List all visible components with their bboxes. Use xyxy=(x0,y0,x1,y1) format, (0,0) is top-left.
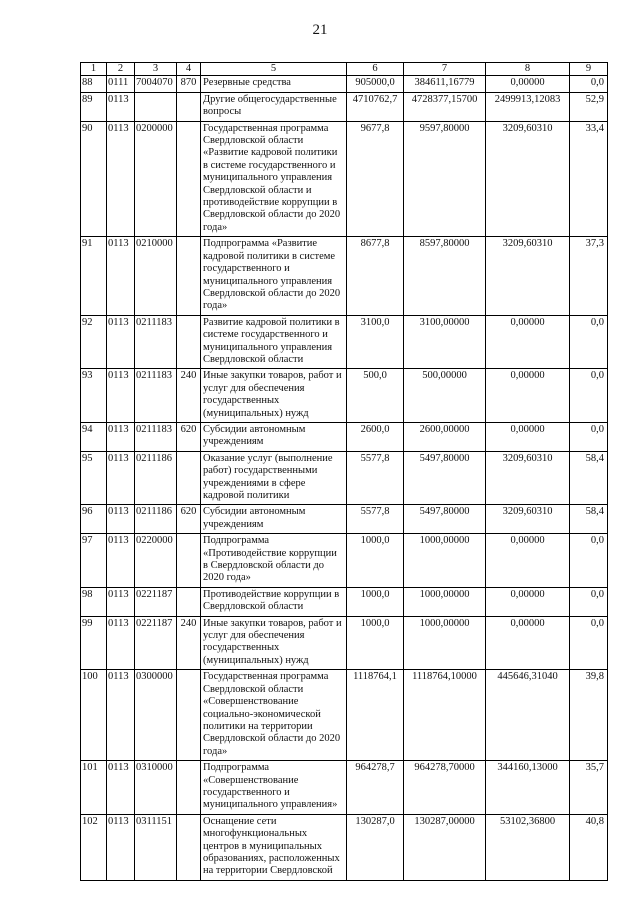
adjusted-amount: 4728377,15700 xyxy=(404,92,486,121)
adjusted-amount: 5497,80000 xyxy=(404,505,486,534)
executed-amount: 0,00000 xyxy=(486,616,570,670)
planned-amount: 2600,0 xyxy=(347,422,404,451)
section-code: 0113 xyxy=(107,761,135,815)
item-name: Оснащение сети многофункциональных центров в муниципальных образованиях, расположенных на территории Свердловской xyxy=(201,814,347,880)
section-code: 0113 xyxy=(107,616,135,670)
table-header xyxy=(81,63,608,76)
section-code: 0113 xyxy=(107,505,135,534)
row-number: 98 xyxy=(81,587,107,616)
expense-type-code xyxy=(177,587,201,616)
table-row xyxy=(81,616,608,670)
expense-type-code xyxy=(177,92,201,121)
table-row xyxy=(81,587,608,616)
table-row xyxy=(81,76,608,92)
column-header: 2 xyxy=(107,63,135,76)
execution-percent: 0,0 xyxy=(570,587,608,616)
row-number: 100 xyxy=(81,670,107,761)
expense-type-code xyxy=(177,670,201,761)
target-article-code: 0211183 xyxy=(135,315,177,369)
item-name: Резервные средства xyxy=(201,76,347,92)
execution-percent: 0,0 xyxy=(570,315,608,369)
expense-type-code xyxy=(177,237,201,315)
planned-amount: 964278,7 xyxy=(347,761,404,815)
execution-percent: 0,0 xyxy=(570,76,608,92)
adjusted-amount: 5497,80000 xyxy=(404,451,486,505)
target-article-code xyxy=(135,92,177,121)
adjusted-amount: 1000,00000 xyxy=(404,534,486,588)
executed-amount: 445646,31040 xyxy=(486,670,570,761)
item-name: Противодействие коррупции в Свердловской области xyxy=(201,587,347,616)
planned-amount: 5577,8 xyxy=(347,505,404,534)
executed-amount: 0,00000 xyxy=(486,76,570,92)
table-row xyxy=(81,505,608,534)
item-name: Государственная программа Свердловской области «Совершенствование социально-экономической политики на территории Свердловской области до 2020 года» xyxy=(201,670,347,761)
column-header: 3 xyxy=(135,63,177,76)
expense-type-code xyxy=(177,534,201,588)
item-name: Субсидии автономным учреждениям xyxy=(201,422,347,451)
target-article-code: 0311151 xyxy=(135,814,177,880)
item-name: Иные закупки товаров, работ и услуг для обеспечения государственных (муниципальных) нужд xyxy=(201,369,347,423)
row-number: 92 xyxy=(81,315,107,369)
table-row xyxy=(81,121,608,237)
execution-percent: 39,8 xyxy=(570,670,608,761)
execution-percent: 37,3 xyxy=(570,237,608,315)
executed-amount: 0,00000 xyxy=(486,422,570,451)
item-name: Подпрограмма «Противодействие коррупции в Свердловской области до 2020 года» xyxy=(201,534,347,588)
execution-percent: 40,8 xyxy=(570,814,608,880)
executed-amount: 3209,60310 xyxy=(486,505,570,534)
target-article-code: 0221187 xyxy=(135,616,177,670)
section-code: 0113 xyxy=(107,92,135,121)
row-number: 88 xyxy=(81,76,107,92)
section-code: 0113 xyxy=(107,587,135,616)
planned-amount: 8677,8 xyxy=(347,237,404,315)
target-article-code: 0221187 xyxy=(135,587,177,616)
table-row xyxy=(81,814,608,880)
planned-amount: 1118764,1 xyxy=(347,670,404,761)
target-article-code: 7004070 xyxy=(135,76,177,92)
table-row xyxy=(81,369,608,423)
execution-percent: 33,4 xyxy=(570,121,608,237)
column-header: 1 xyxy=(81,63,107,76)
target-article-code: 0220000 xyxy=(135,534,177,588)
adjusted-amount: 384611,16779 xyxy=(404,76,486,92)
section-code: 0113 xyxy=(107,534,135,588)
planned-amount: 1000,0 xyxy=(347,616,404,670)
item-name: Другие общегосударственные вопросы xyxy=(201,92,347,121)
planned-amount: 905000,0 xyxy=(347,76,404,92)
adjusted-amount: 130287,00000 xyxy=(404,814,486,880)
planned-amount: 1000,0 xyxy=(347,587,404,616)
target-article-code: 0211183 xyxy=(135,369,177,423)
expense-type-code xyxy=(177,451,201,505)
execution-percent: 58,4 xyxy=(570,505,608,534)
target-article-code: 0211186 xyxy=(135,451,177,505)
row-number: 97 xyxy=(81,534,107,588)
target-article-code: 0200000 xyxy=(135,121,177,237)
table-row xyxy=(81,422,608,451)
execution-percent: 52,9 xyxy=(570,92,608,121)
executed-amount: 0,00000 xyxy=(486,315,570,369)
item-name: Государственная программа Свердловской области «Развитие кадровой политики в системе государственного и муниципального управления Свердловской области и противодействие коррупции в Свердловской области до 2020 года» xyxy=(201,121,347,237)
executed-amount: 3209,60310 xyxy=(486,237,570,315)
target-article-code: 0210000 xyxy=(135,237,177,315)
planned-amount: 4710762,7 xyxy=(347,92,404,121)
page-number: 21 xyxy=(312,22,328,38)
expense-type-code: 240 xyxy=(177,616,201,670)
expense-type-code: 620 xyxy=(177,422,201,451)
row-number: 102 xyxy=(81,814,107,880)
execution-percent: 58,4 xyxy=(570,451,608,505)
executed-amount: 2499913,12083 xyxy=(486,92,570,121)
expense-type-code: 870 xyxy=(177,76,201,92)
expense-type-code: 620 xyxy=(177,505,201,534)
adjusted-amount: 964278,70000 xyxy=(404,761,486,815)
item-name: Иные закупки товаров, работ и услуг для обеспечения государственных (муниципальных) нужд xyxy=(201,616,347,670)
table-row xyxy=(81,451,608,505)
item-name: Подпрограмма «Совершенствование государственного и муниципального управления» xyxy=(201,761,347,815)
section-code: 0113 xyxy=(107,315,135,369)
section-code: 0113 xyxy=(107,814,135,880)
executed-amount: 3209,60310 xyxy=(486,121,570,237)
table-row xyxy=(81,315,608,369)
adjusted-amount: 1000,00000 xyxy=(404,587,486,616)
column-header: 8 xyxy=(486,63,570,76)
item-name: Оказание услуг (выполнение работ) государственными учреждениями в сфере кадровой политики xyxy=(201,451,347,505)
adjusted-amount: 500,00000 xyxy=(404,369,486,423)
section-code: 0113 xyxy=(107,670,135,761)
item-name: Подпрограмма «Развитие кадровой политики в системе государственного и муниципального управления Свердловской области до 2020 года» xyxy=(201,237,347,315)
column-header: 4 xyxy=(177,63,201,76)
adjusted-amount: 2600,00000 xyxy=(404,422,486,451)
budget-table xyxy=(80,62,608,881)
adjusted-amount: 9597,80000 xyxy=(404,121,486,237)
table-row xyxy=(81,670,608,761)
planned-amount: 5577,8 xyxy=(347,451,404,505)
planned-amount: 500,0 xyxy=(347,369,404,423)
execution-percent: 0,0 xyxy=(570,616,608,670)
planned-amount: 1000,0 xyxy=(347,534,404,588)
planned-amount: 3100,0 xyxy=(347,315,404,369)
section-code: 0113 xyxy=(107,451,135,505)
row-number: 90 xyxy=(81,121,107,237)
row-number: 95 xyxy=(81,451,107,505)
row-number: 94 xyxy=(81,422,107,451)
section-code: 0111 xyxy=(107,76,135,92)
planned-amount: 130287,0 xyxy=(347,814,404,880)
target-article-code: 0211183 xyxy=(135,422,177,451)
section-code: 0113 xyxy=(107,121,135,237)
table-body xyxy=(81,76,608,880)
column-header: 5 xyxy=(201,63,347,76)
row-number: 89 xyxy=(81,92,107,121)
row-number: 96 xyxy=(81,505,107,534)
item-name: Субсидии автономным учреждениям xyxy=(201,505,347,534)
target-article-code: 0310000 xyxy=(135,761,177,815)
row-number: 99 xyxy=(81,616,107,670)
adjusted-amount: 1118764,10000 xyxy=(404,670,486,761)
execution-percent: 0,0 xyxy=(570,534,608,588)
executed-amount: 3209,60310 xyxy=(486,451,570,505)
executed-amount: 344160,13000 xyxy=(486,761,570,815)
row-number: 93 xyxy=(81,369,107,423)
table-row xyxy=(81,237,608,315)
table-row xyxy=(81,534,608,588)
expense-type-code xyxy=(177,121,201,237)
adjusted-amount: 1000,00000 xyxy=(404,616,486,670)
row-number: 91 xyxy=(81,237,107,315)
column-header: 7 xyxy=(404,63,486,76)
executed-amount: 53102,36800 xyxy=(486,814,570,880)
expense-type-code: 240 xyxy=(177,369,201,423)
table-row xyxy=(81,761,608,815)
adjusted-amount: 8597,80000 xyxy=(404,237,486,315)
section-code: 0113 xyxy=(107,422,135,451)
planned-amount: 9677,8 xyxy=(347,121,404,237)
target-article-code: 0300000 xyxy=(135,670,177,761)
expense-type-code xyxy=(177,315,201,369)
section-code: 0113 xyxy=(107,369,135,423)
executed-amount: 0,00000 xyxy=(486,369,570,423)
execution-percent: 0,0 xyxy=(570,369,608,423)
execution-percent: 35,7 xyxy=(570,761,608,815)
execution-percent: 0,0 xyxy=(570,422,608,451)
table-row xyxy=(81,92,608,121)
item-name: Развитие кадровой политики в системе государственного и муниципального управления Свердловской области xyxy=(201,315,347,369)
expense-type-code xyxy=(177,814,201,880)
column-header: 6 xyxy=(347,63,404,76)
section-code: 0113 xyxy=(107,237,135,315)
adjusted-amount: 3100,00000 xyxy=(404,315,486,369)
column-header: 9 xyxy=(570,63,608,76)
executed-amount: 0,00000 xyxy=(486,534,570,588)
executed-amount: 0,00000 xyxy=(486,587,570,616)
expense-type-code xyxy=(177,761,201,815)
row-number: 101 xyxy=(81,761,107,815)
target-article-code: 0211186 xyxy=(135,505,177,534)
